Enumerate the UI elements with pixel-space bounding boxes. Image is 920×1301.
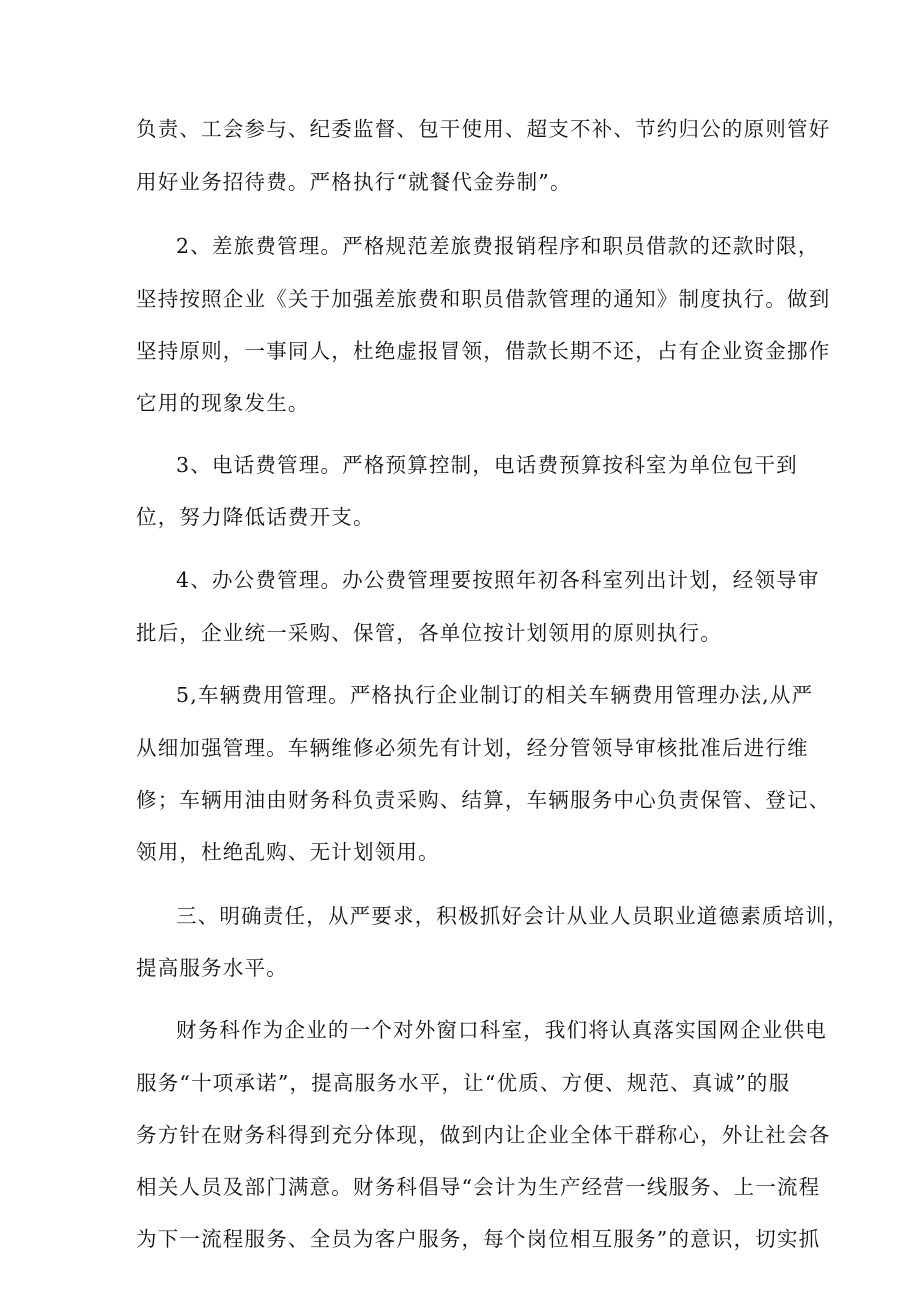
text-line: 用好业务招待费。严格执行“就餐代金券制”。 [136,170,572,194]
section-heading: 三、明确责任，从严要求，积极抓好会计从业人员职业道德素质培训， [176,904,849,928]
text-line: 服务“十项承诺”，提高服务水平，让“优质、方便、规范、真诚”的服 [136,1071,791,1095]
text-line: 从细加强管理。车辆维修必须先有计划，经分管领导审核批准后进行维 [136,736,809,760]
paragraph-heading: 3、电话费管理。严格预算控制，电话费预算按科室为单位包干到 [176,453,798,477]
text-line: 务方针在财务科得到充分体现，做到内让企业全体干群称心，外让社会各 [136,1123,831,1147]
text-line: 坚持原则，一事同人，杜绝虚报冒领，借款长期不还，占有企业资金挪作 [136,339,831,363]
text-line: 领用，杜绝乱购、无计划领用。 [136,840,440,864]
text-line: 负责、工会参与、纪委监督、包干使用、超支不补、节约归公的原则管好 [136,117,831,141]
text-line: 坚持按照企业《关于加强差旅费和职员借款管理的通知》制度执行。做到 [136,287,831,311]
text-line: 批后，企业统一采购、保管，各单位按计划领用的原则执行。 [136,621,722,645]
paragraph-heading: 5,车辆费用管理。严格执行企业制订的相关车辆费用管理办法,从严 [176,683,814,707]
paragraph-first-line: 财务科作为企业的一个对外窗口科室，我们将认真落实国网企业供电 [176,1018,827,1042]
paragraph-heading: 4、办公费管理。办公费管理要按照年初各科室列出计划，经领导审 [176,568,820,592]
paragraph-heading: 2、差旅费管理。严格规范差旅费报销程序和职员借款的还款时限， [176,234,820,258]
text-line: 提高服务水平。 [136,956,288,980]
text-line: 位，努力降低话费开支。 [136,505,375,529]
text-line: 为下一流程服务、全员为客户服务，每个岗位相互服务”的意识，切实抓 [136,1227,821,1251]
text-line: 它用的现象发生。 [136,391,310,415]
text-line: 修；车辆用油由财务科负责采购、结算，车辆服务中心负责保管、登记、 [136,788,831,812]
text-line: 相关人员及部门满意。财务科倡导“会计为生产经营一线服务、上一流程 [136,1175,821,1199]
